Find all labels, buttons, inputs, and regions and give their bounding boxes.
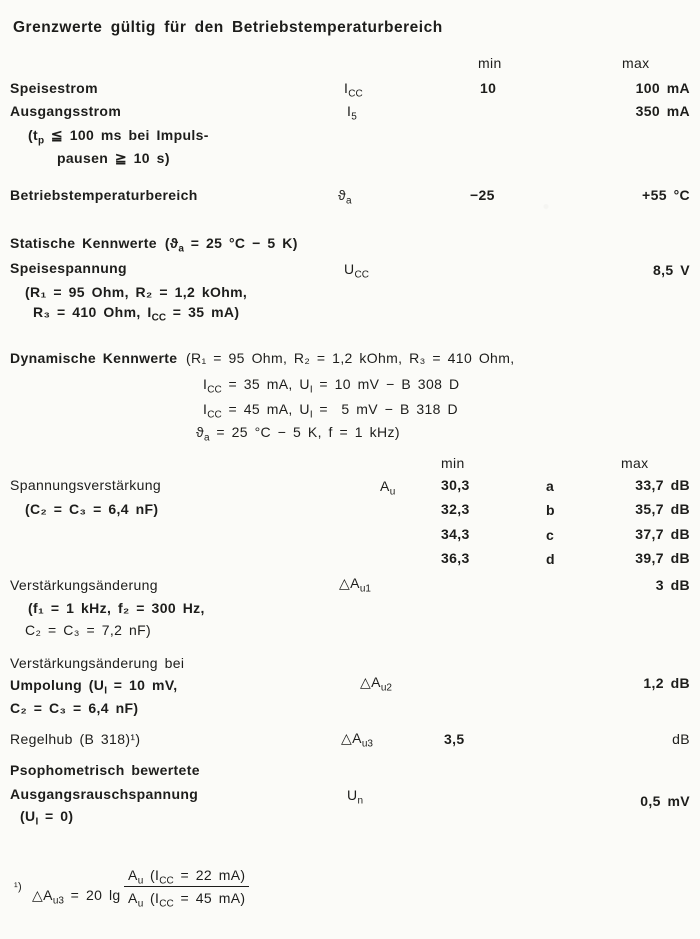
statisch-condition: ($ϑ_a = 25$ °C − 5 K): [164, 235, 298, 255]
footnote-formula-lhs: $\triangle A_{u3} = 20$ lg: [32, 887, 121, 907]
regelhub-symbol: $\triangle A_{u3}$: [341, 730, 373, 750]
umpolung-symbol: $\triangle A_{u2}$: [360, 674, 392, 694]
gain-variant-c-min: 34,3: [441, 526, 470, 542]
umpolung-label-line3: C₂ = C₃ = 6,4 nF): [10, 700, 139, 716]
rauschen-symbol: $U_n$: [347, 787, 364, 807]
umpolung-label-line1: Verstärkungsänderung bei: [10, 655, 185, 671]
verstaerkungsaenderung-label: Verstärkungsänderung: [10, 577, 158, 593]
footnote-marker: ¹): [14, 881, 23, 893]
rauschen-max-value: 0,5 mV: [640, 793, 690, 809]
gain-variant-a-min: 30,3: [441, 477, 470, 493]
verstaerkungsaenderung-cond-line2: C₂ = C₃ = 7,2 nF): [25, 622, 152, 638]
dynamisch-cond-line3: $I_{CC} = 45$ mA, $U_I = 5$ mV − B 318 D: [203, 401, 459, 421]
speisespannung-cond-line2: R₃ = 410 Ohm, $I_{CC} = 35$ mA): [33, 304, 240, 324]
spannungsverstaerkung-cond: (C₂ = C₃ = 6,4 nF): [25, 501, 159, 517]
page-title: Grenzwerte gültig für den Betriebstemperaturbereich: [13, 19, 443, 36]
footnote-fraction: [124, 867, 249, 910]
gain-variant-c-letter: c: [546, 527, 555, 543]
dynamisch-heading: Dynamische Kennwerte: [10, 350, 178, 366]
speisespannung-label: Speisespannung: [10, 260, 127, 276]
ausgangsstrom-label: Ausgangsstrom: [10, 103, 122, 119]
gain-variant-a-letter: a: [546, 478, 555, 494]
ausgangsstrom-symbol: $I_5$: [347, 103, 357, 123]
gain-variant-a-max: 33,7 dB: [635, 477, 690, 493]
fraction-numerator: $A_u$ ($I_{CC} = 22$ mA): [124, 867, 249, 887]
limits-max-header: max: [622, 55, 650, 71]
dynamisch-cond-line2: $I_{CC} = 35$ mA, $U_I = 10$ mV − B 308 D: [203, 376, 460, 396]
speisestrom-max-value: 100 mA: [635, 80, 690, 96]
limits-min-header: min: [478, 55, 502, 71]
betriebstemperatur-min-value: −25: [470, 187, 495, 203]
dynamisch-max-header: max: [621, 455, 649, 471]
speisestrom-symbol: $I_{CC}$: [344, 80, 363, 100]
ausgangsstrom-note-line1: ($t_p$ ≦ 100 ms bei Impuls-: [28, 127, 209, 147]
regelhub-label: Regelhub (B 318)¹): [10, 731, 141, 747]
ausgangsstrom-max-value: 350 mA: [635, 103, 690, 119]
dynamisch-cond-line4: $ϑ_a = 25$ °C − 5 K, f = 1 kHz): [196, 424, 400, 444]
verstaerkungsaenderung-max-value: 3 dB: [655, 577, 690, 593]
regelhub-max-value: dB: [672, 731, 690, 747]
gain-variant-d-min: 36,3: [441, 550, 470, 566]
rauschen-label-line2: Ausgangsrauschspannung: [10, 786, 199, 802]
statisch-heading: Statische Kennwerte: [10, 235, 157, 251]
gain-variant-d-letter: d: [546, 551, 555, 567]
betriebstemperatur-symbol: $ϑ_a$: [338, 187, 352, 207]
verstaerkungsaenderung-cond-line1: (f₁ = 1 kHz, f₂ = 300 Hz,: [28, 600, 205, 616]
gain-variant-c-max: 37,7 dB: [635, 526, 690, 542]
speisestrom-label: Speisestrom: [10, 80, 98, 96]
dynamisch-cond-line1: (R₁ = 95 Ohm, R₂ = 1,2 kOhm, R₃ = 410 Ohm,: [186, 350, 515, 366]
statisch-heading-row: [10, 235, 298, 255]
regelhub-min-value: 3,5: [444, 731, 465, 747]
speisestrom-min-value: 10: [480, 80, 497, 96]
verstaerkungsaenderung-symbol: $\triangle A_{u1}$: [339, 575, 371, 595]
speisespannung-cond-line1: (R₁ = 95 Ohm, R₂ = 1,2 kOhm,: [25, 284, 248, 300]
fraction-denominator: $A_u$ ($I_{CC} = 45$ mA): [128, 890, 246, 910]
spannungsverstaerkung-symbol: $A_u$: [380, 478, 396, 498]
gain-variant-b-max: 35,7 dB: [635, 501, 690, 517]
betriebstemperatur-label: Betriebstemperaturbereich: [10, 187, 198, 203]
umpolung-max-value: 1,2 dB: [643, 675, 690, 691]
rauschen-label-line3: $(U_I = 0)$: [20, 808, 74, 828]
rauschen-label-line1: Psophometrisch bewertete: [10, 762, 200, 778]
umpolung-label-line2: Umpolung ($U_I = 10$ mV,: [10, 677, 178, 697]
betriebstemperatur-max-value: +55 °C: [642, 187, 690, 203]
gain-variant-b-min: 32,3: [441, 501, 470, 517]
dynamisch-min-header: min: [441, 455, 465, 471]
speisespannung-max-value: 8,5 V: [653, 262, 690, 278]
speisespannung-symbol: $U_{CC}$: [344, 261, 369, 281]
gain-variant-d-max: 39,7 dB: [635, 550, 690, 566]
ausgangsstrom-note-line2: pausen ≧ 10 s): [57, 150, 170, 166]
gain-variant-b-letter: b: [546, 502, 555, 518]
spannungsverstaerkung-label: Spannungsverstärkung: [10, 477, 161, 493]
